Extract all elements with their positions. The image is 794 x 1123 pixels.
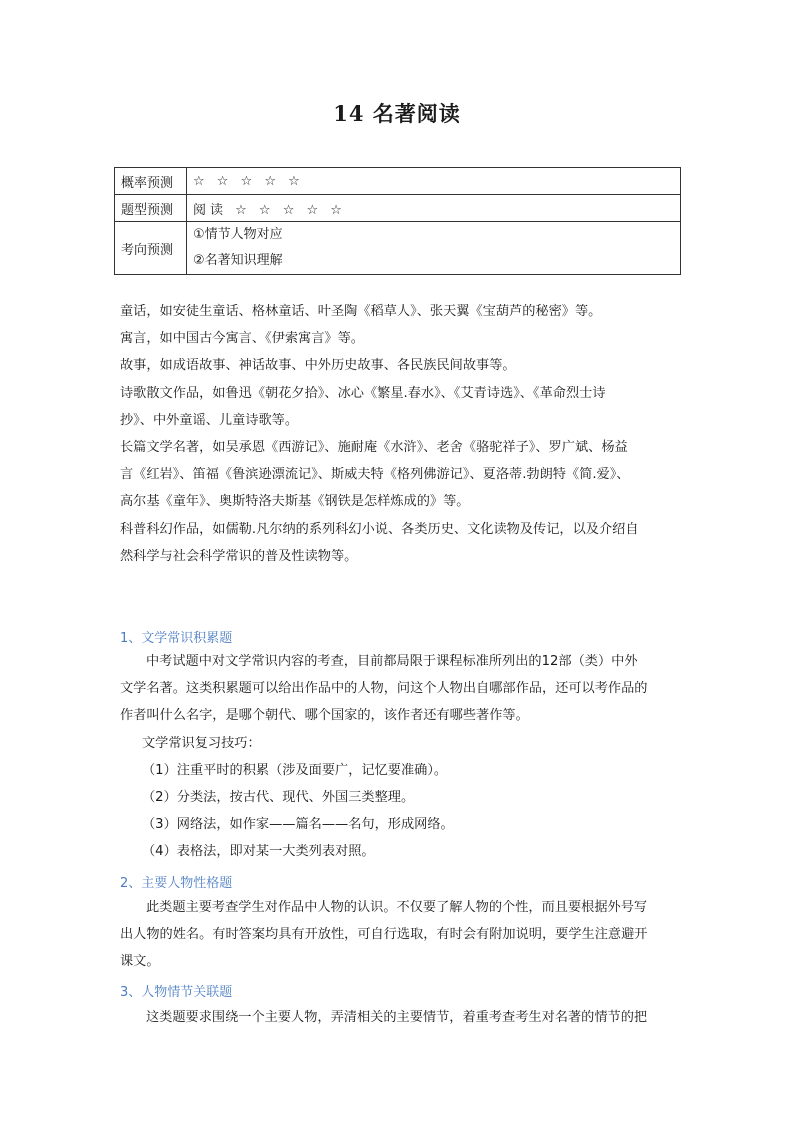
intro-line: 言《红岩》、笛福《鲁滨逊漂流记》、斯威夫特《格列佛游记》、夏洛蒂.勃朗特《简.爱》、 <box>120 467 630 483</box>
row-value: 阅读 ☆ ☆ ☆ ☆ ☆ <box>187 195 681 222</box>
body-line: 此类题主要考查学生对作品中人物的认识。不仅要了解人物的个性，而且要根据外号写 <box>146 900 648 915</box>
row-label: 概率预测 <box>115 168 187 195</box>
page-title: 14 名著阅读 <box>333 101 461 126</box>
intro-line: 长篇文学名著，如吴承恩《西游记》、施耐庵《水浒》、老舍《骆驼祥子》、罗广斌、杨益 <box>120 440 628 456</box>
row-label: 题型预测 <box>115 195 187 222</box>
body-line: 文学名著。这类积累题可以给出作品中的人物，问这个人物出自哪部作品，还可以考作品的 <box>120 681 648 697</box>
body-line: 中考试题中对文学常识内容的考查，目前都局限于课程标准所列出的12部（类）中外 <box>146 654 638 669</box>
intro-line: 科普科幻作品，如儒勒.凡尔纳的系列科幻小说、各类历史、文化读物及传记，以及介绍自 <box>120 521 639 537</box>
table-row <box>115 222 681 275</box>
row-label: 考向预测 <box>115 222 187 275</box>
prediction-table <box>114 167 681 275</box>
tips-title: 文学常识复习技巧： <box>142 735 261 751</box>
intro-line: 寓言，如中国古今寓言、《伊索寓言》等。 <box>120 331 364 347</box>
table-row <box>115 195 681 222</box>
intro-line: 诗歌散文作品，如鲁迅《朝花夕拾》、冰心《繁星.春水》、《艾青诗选》、《革命烈士诗 <box>120 385 606 401</box>
row-value <box>187 222 681 275</box>
body-line: 这类题要求围绕一个主要人物，弄清相关的主要情节，着重考查考生对名著的情节的把 <box>146 1010 648 1025</box>
body-line: 作者叫什么名字，是哪个朝代、哪个国家的，该作者还有哪些著作等。 <box>120 708 529 724</box>
body-line: 出人物的姓名。有时答案均具有开放性，可自行选取，有时会有附加说明，要学生注意避开 <box>120 927 648 943</box>
table-row <box>115 168 681 195</box>
section-heading: 2、主要人物性格题 <box>120 876 233 891</box>
body-line: 课文。 <box>120 954 160 970</box>
tip-item: （4）表格法，即对某一大类列表对照。 <box>142 844 375 860</box>
intro-text <box>120 298 692 570</box>
row-value-line: ②名著知识理解 <box>193 253 283 268</box>
tip-item: （3）网络法，如作家——篇名——名句，形成网络。 <box>142 817 454 833</box>
intro-line: 童话，如安徒生童话、格林童话、叶圣陶《稻草人》、张天翼《宝葫芦的秘密》等。 <box>120 304 602 319</box>
row-value-line: ①情节人物对应 <box>193 227 283 242</box>
tip-item: （1）注重平时的积累（涉及面要广，记忆要准确）。 <box>142 762 448 778</box>
intro-line: 抄》、中外童谣、儿童诗歌等。 <box>120 412 299 428</box>
intro-line: 高尔基《童年》、奥斯特洛夫斯基《钢铁是怎样炼成的》等。 <box>120 494 470 510</box>
intro-line: 然科学与社会科学常识的普及性读物等。 <box>120 548 358 564</box>
row-value: ☆ ☆ ☆ ☆ ☆ <box>187 168 681 195</box>
section-body <box>120 648 680 866</box>
intro-line: 故事，如成语故事、神话故事、中外历史故事、各民族民间故事等。 <box>120 358 516 374</box>
section-body <box>120 894 680 976</box>
tip-item: （2）分类法，按古代、现代、外国三类整理。 <box>142 790 415 806</box>
section-heading: 3、人物情节关联题 <box>120 985 233 1000</box>
section-heading: 1、文学常识积累题 <box>120 631 233 646</box>
section-body <box>120 1004 680 1031</box>
